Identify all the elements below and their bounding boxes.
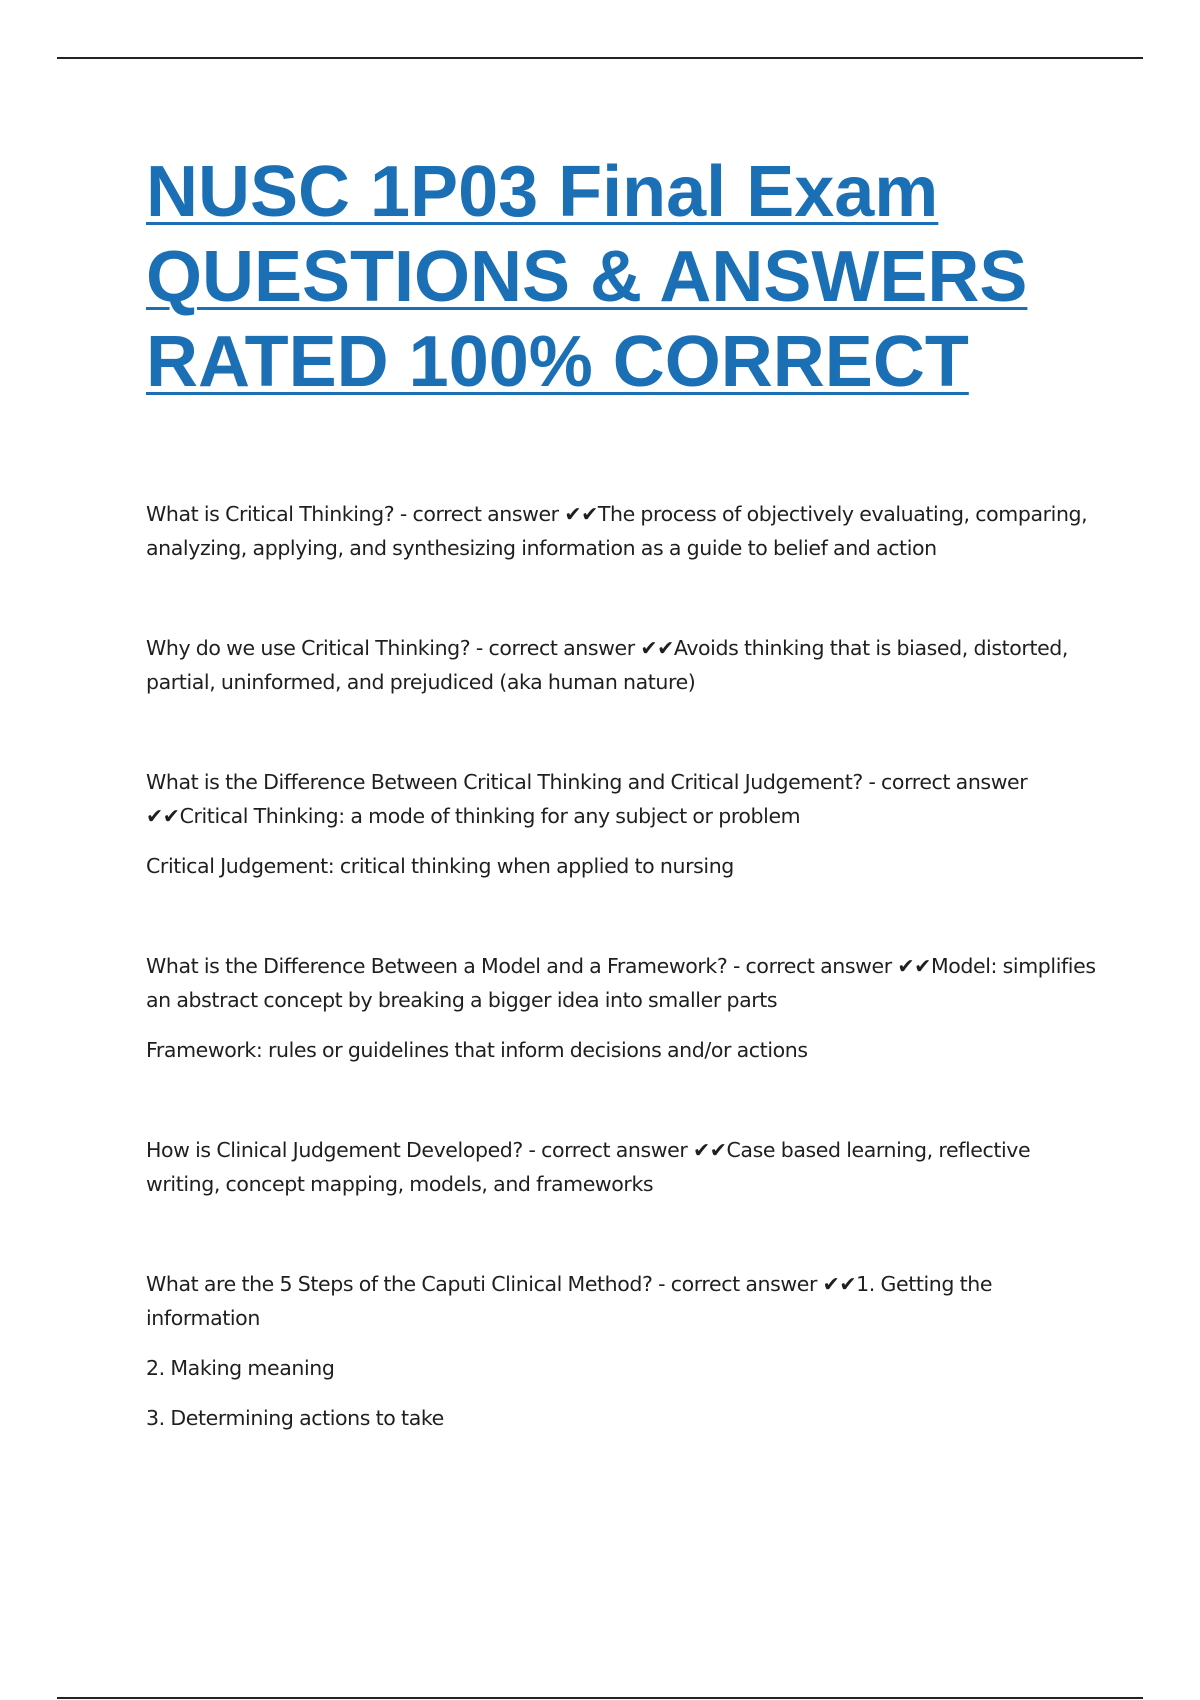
question-text: How is Clinical Judgement Developed? - correct answer ✔✔ xyxy=(146,1138,727,1162)
qa-item xyxy=(146,631,1096,699)
qa-item xyxy=(146,1133,1096,1201)
answer-continuation: Critical Judgement: critical thinking when applied to nursing xyxy=(146,854,734,878)
answer-continuation: 2. Making meaning xyxy=(146,1356,335,1380)
question-text: What is Critical Thinking? - correct answer ✔✔ xyxy=(146,502,598,526)
answer-continuation: Framework: rules or guidelines that inform decisions and/or actions xyxy=(146,1038,808,1062)
qa-paragraph xyxy=(146,765,1096,833)
qa-item xyxy=(146,949,1096,1067)
question-text: What are the 5 Steps of the Caputi Clinical Method? - correct answer ✔✔ xyxy=(146,1272,857,1296)
bottom-divider xyxy=(57,1697,1143,1699)
qa-paragraph xyxy=(146,1267,1096,1335)
qa-paragraph xyxy=(146,497,1096,565)
qa-paragraph xyxy=(146,1133,1096,1201)
question-text: What is the Difference Between Critical Thinking and Critical Judgement? - correct answer ✔✔ xyxy=(146,770,1028,828)
qa-item xyxy=(146,1267,1096,1435)
page-title xyxy=(146,150,1146,405)
title-line: NUSC 1P03 Final Exam xyxy=(146,152,939,232)
qa-paragraph xyxy=(146,949,1096,1017)
answer-text: 1. Getting the information xyxy=(146,1272,993,1330)
answer-continuation: 3. Determining actions to take xyxy=(146,1406,444,1430)
title-line: QUESTIONS & ANSWERS xyxy=(146,237,1028,317)
answer-text: Model: simplifies an abstract concept by breaking a bigger idea into smaller parts xyxy=(146,954,1096,1012)
answer-text: Critical Thinking: a mode of thinking for any subject or problem xyxy=(179,804,801,828)
answer-text: The process of objectively evaluating, comparing, analyzing, applying, and synthesizing information as a guide to belief and action xyxy=(146,502,1088,560)
question-text: What is the Difference Between a Model and a Framework? - correct answer ✔✔ xyxy=(146,954,931,978)
answer-text: Avoids thinking that is biased, distorted, partial, uninformed, and prejudiced (aka human nature) xyxy=(146,636,1069,694)
top-divider xyxy=(57,57,1143,59)
title-line: RATED 100% CORRECT xyxy=(146,322,969,402)
answer-text: Case based learning, reflective writing, concept mapping, models, and frameworks xyxy=(146,1138,1031,1196)
qa-item xyxy=(146,765,1096,883)
qa-list xyxy=(146,497,1096,1501)
question-text: Why do we use Critical Thinking? - correct answer ✔✔ xyxy=(146,636,674,660)
qa-item xyxy=(146,497,1096,565)
qa-paragraph xyxy=(146,631,1096,699)
